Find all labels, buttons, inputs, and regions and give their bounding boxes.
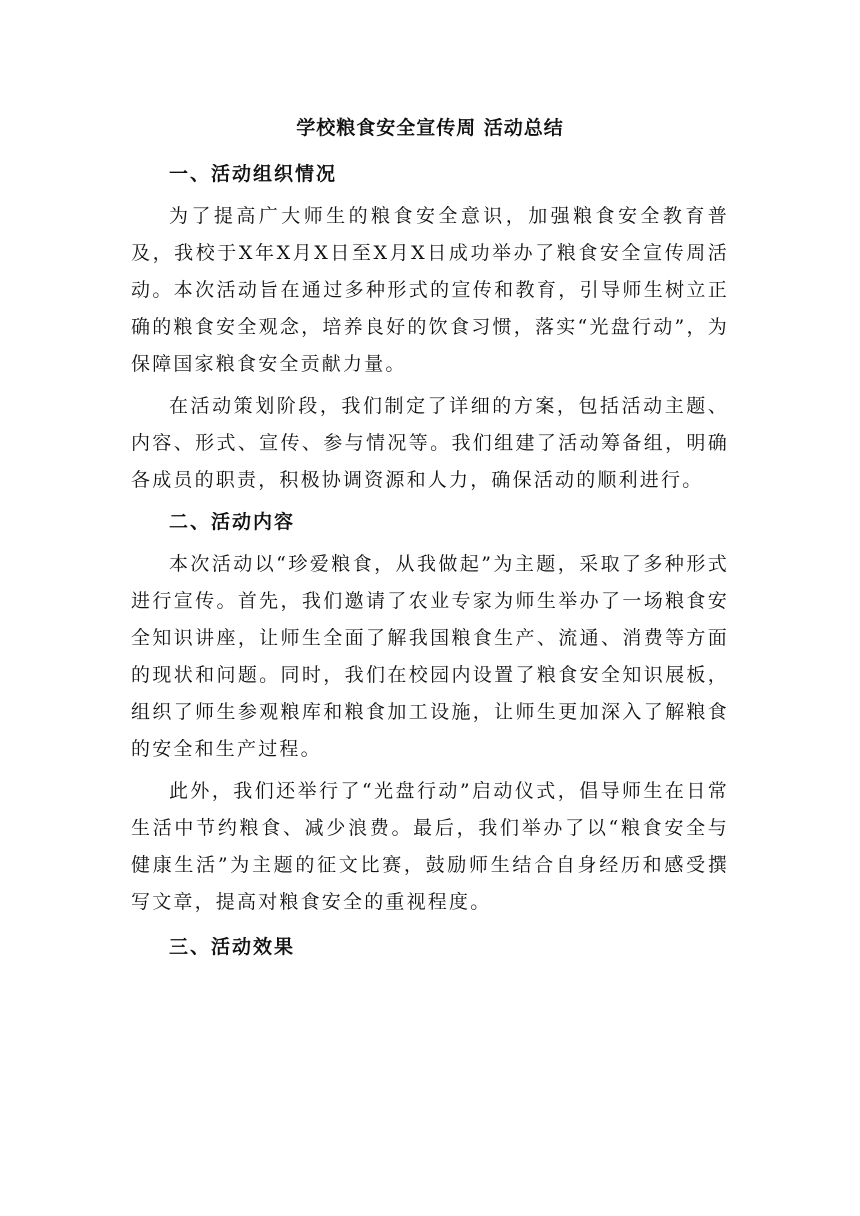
section-heading-1: 一、活动组织情况	[169, 163, 338, 185]
paragraph-2-1: 本次活动以“珍爱粮食，从我做起”为主题，采取了多种形式进行宣传。首先，我们邀请了农业专家为师生举办了一场粮食安全知识讲座，让师生全面了解我国粮食生产、流通、消费等方面的现状和问题。同时，我们在校园内设置了粮食安全知识展板，组织了师生参观粮库和粮食加工设施，让师生更加深入了解粮食的安全和生产过程。	[131, 553, 729, 760]
document-body	[131, 156, 729, 971]
document-title: 学校粮食安全宣传周 活动总结	[296, 117, 564, 139]
section-heading-3: 三、活动效果	[169, 936, 296, 958]
paragraph-1-1: 为了提高广大师生的粮食安全意识，加强粮食安全教育普及，我校于X年X月X日至X月X日成功举办了粮食安全宣传周活动。本次活动旨在通过多种形式的宣传和教育，引导师生树立正确的粮食安全观念，培养良好的饮食习惯，落实“光盘行动”，为保障国家粮食安全贡献力量。	[131, 205, 729, 375]
paragraph-1-2: 在活动策划阶段，我们制定了详细的方案，包括活动主题、内容、形式、宣传、参与情况等。我们组建了活动筹备组，明确各成员的职责，积极协调资源和人力，确保活动的顺利进行。	[131, 395, 729, 491]
paragraph-2-2: 此外，我们还举行了“光盘行动”启动仪式，倡导师生在日常生活中节约粮食、减少浪费。最后，我们举办了以“粮食安全与健康生活”为主题的征文比赛，鼓励师生结合自身经历和感受撰写文章，提高对粮食安全的重视程度。	[131, 780, 729, 913]
section-heading-2: 二、活动内容	[169, 511, 296, 533]
